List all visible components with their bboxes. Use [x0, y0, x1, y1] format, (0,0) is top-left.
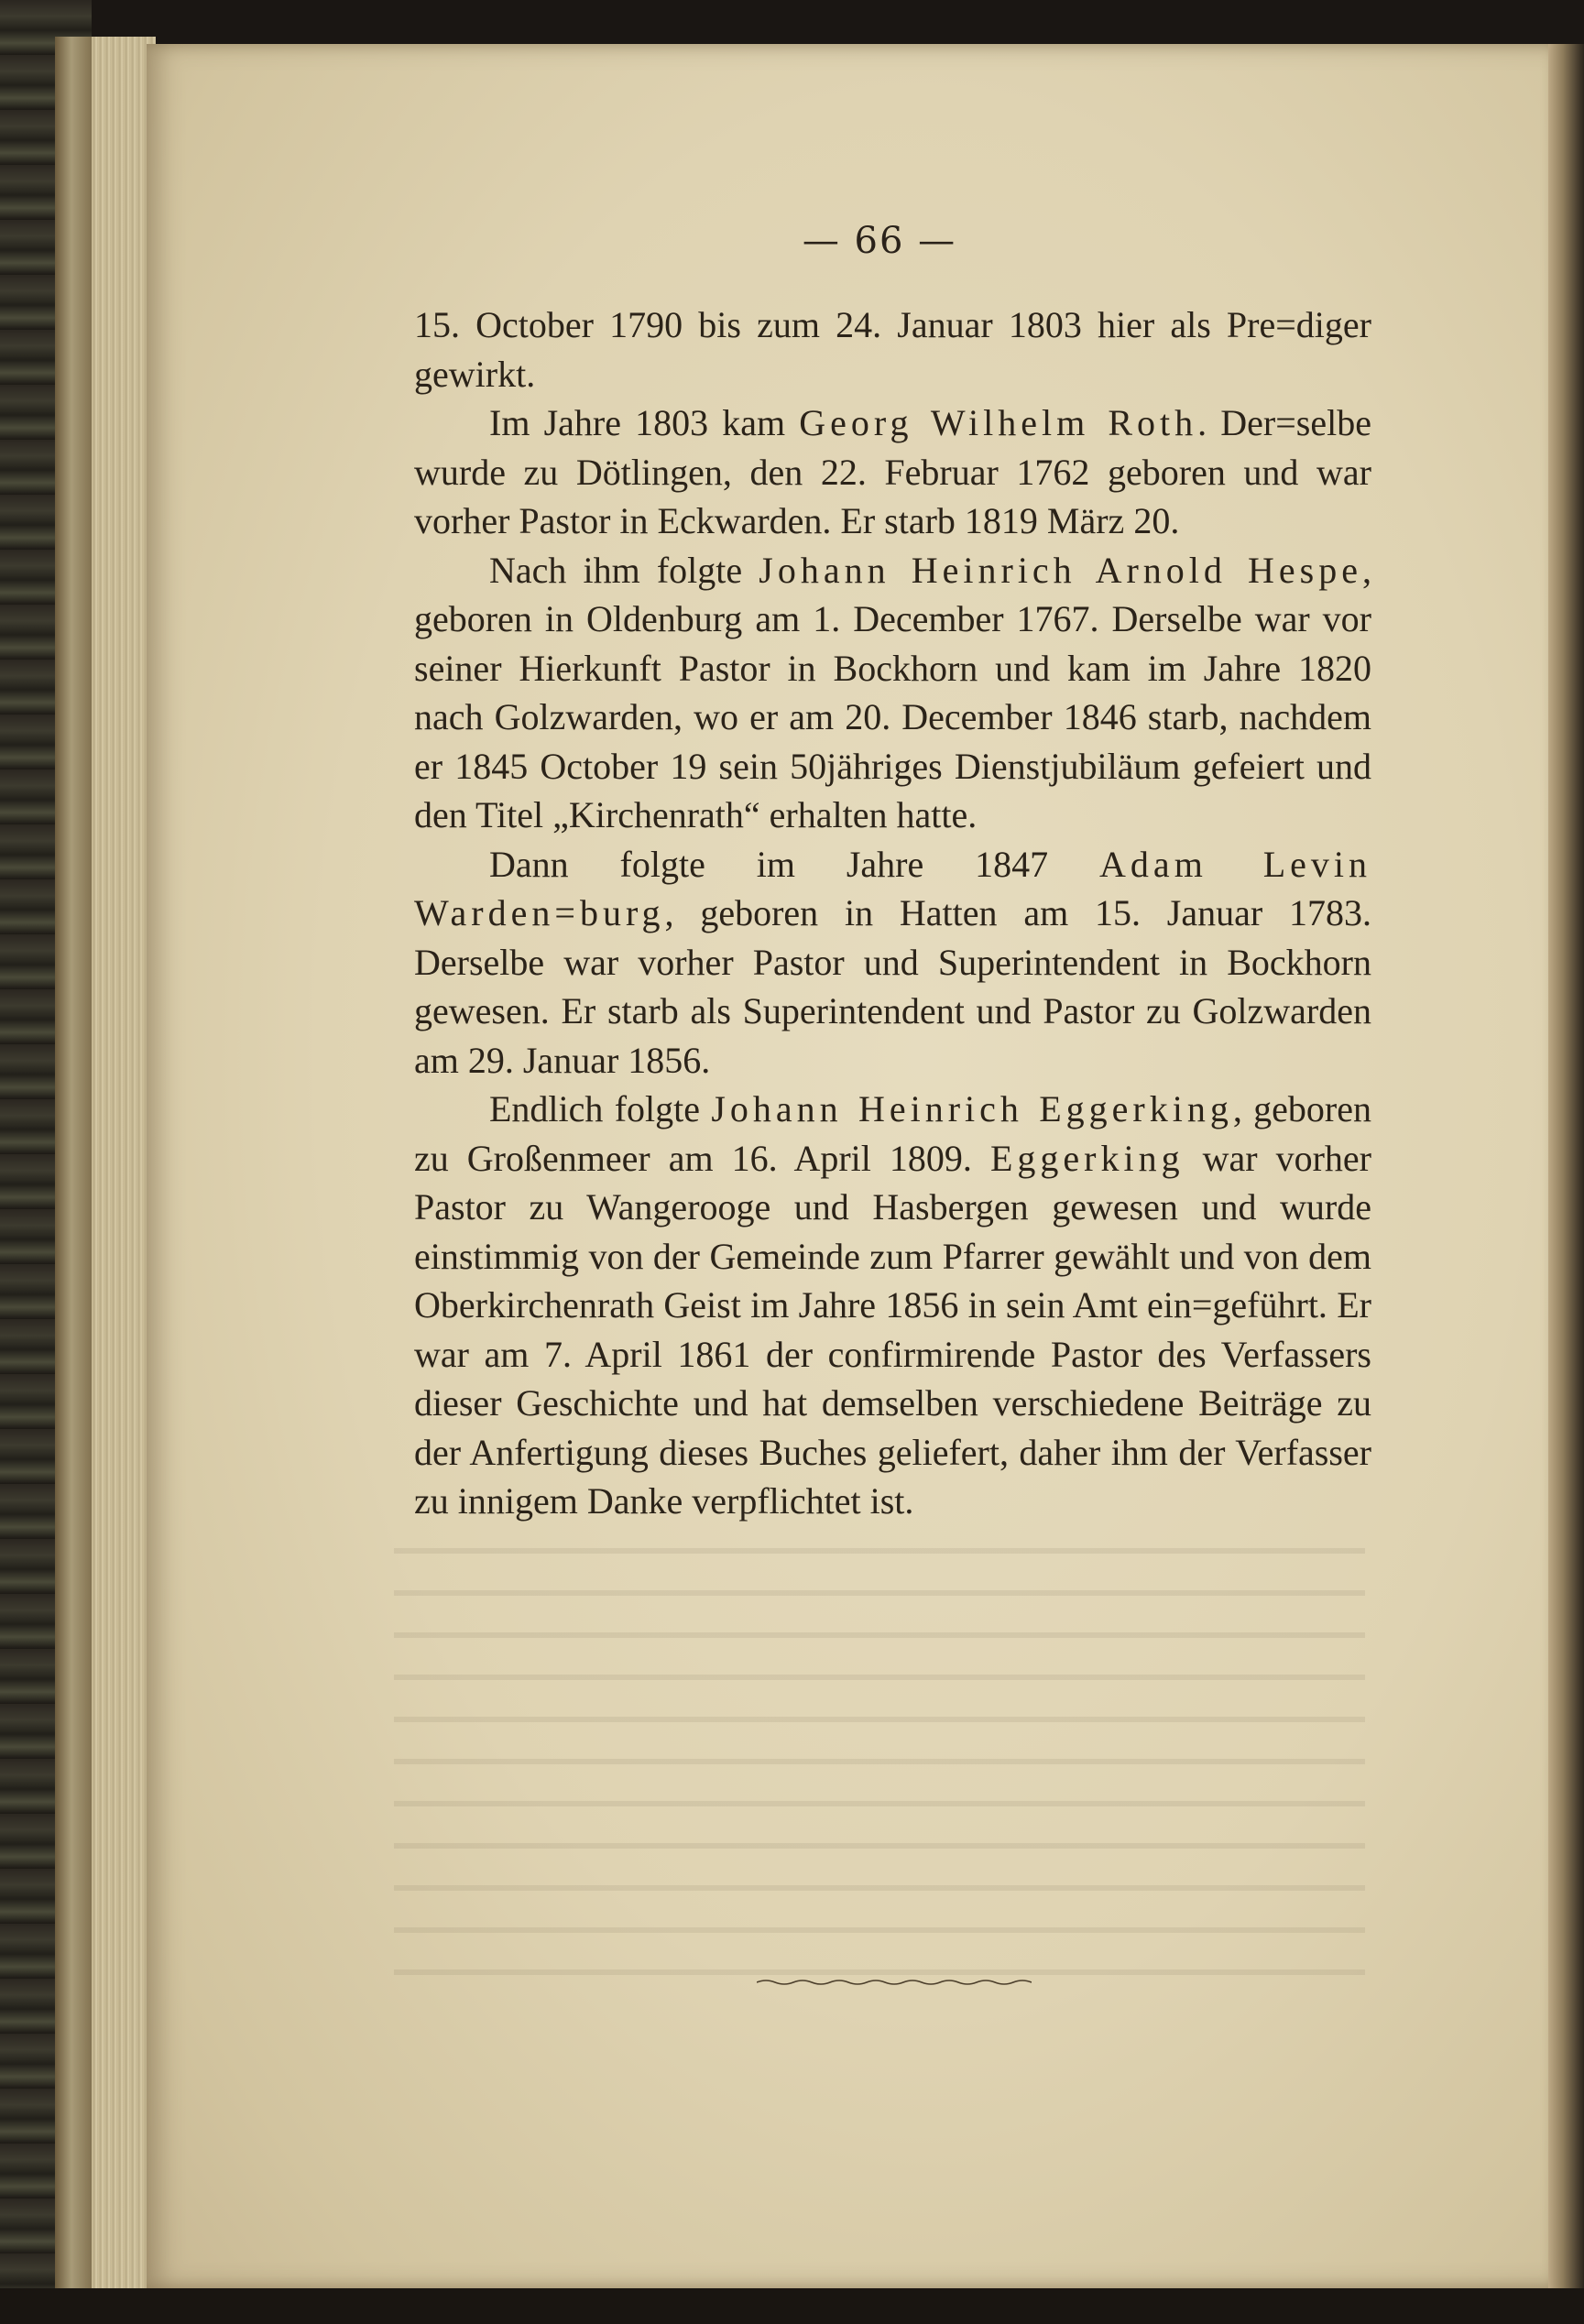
- paragraph-text: . Der=selbe wurde zu Dötlingen, den 22. Februar 1762 geboren und war vorher Pastor in Eckwarden. Er starb 1819 März 20.: [414, 402, 1371, 541]
- spaced-name: Georg Wilhelm Roth: [799, 402, 1198, 443]
- paragraph: [414, 300, 1371, 398]
- paragraph-text: Endlich folgte: [489, 1088, 712, 1129]
- page-body-text: [414, 300, 1371, 1526]
- book-page-right-edge: [1548, 44, 1584, 2288]
- spaced-name: Eggerking: [989, 1137, 1185, 1179]
- background-bottom: [0, 2288, 1584, 2324]
- paragraph-text: 15. October 1790 bis zum 24. Januar 1803 hier als Pre=diger gewirkt.: [414, 304, 1371, 395]
- paragraph: [414, 398, 1371, 546]
- closing-ornament-line: [757, 1977, 1032, 1988]
- paragraph-text: Im Jahre 1803 kam: [489, 402, 800, 443]
- paragraph-text: , geboren in Hatten am 15. Januar 1783. Derselbe war vorher Pastor und Superintendent in Bockhorn gewesen. Er starb als Superintendent und Pastor zu Golzwarden am 29. Januar 1856.: [414, 892, 1371, 1081]
- paragraph-text: Nach ihm folgte: [489, 549, 759, 591]
- spaced-name: Johann Heinrich Arnold Hespe: [759, 549, 1362, 591]
- page-number: — 66 —: [802, 220, 957, 262]
- paragraph: [414, 840, 1371, 1086]
- spaced-name: Johann Heinrich Eggerking: [711, 1088, 1233, 1129]
- paragraph-text: Dann folgte im Jahre 1847: [489, 843, 1100, 885]
- paragraph-text: , geboren zu Großenmeer am 16. April 1809.: [414, 1088, 1371, 1179]
- bleed-through-text: [394, 1521, 1365, 1997]
- spaced-name: Adam Levin Warden=burg: [414, 843, 1371, 933]
- paragraph: [414, 546, 1371, 840]
- paragraph: [414, 1085, 1371, 1526]
- paragraph-text: war vorher Pastor zu Wangerooge und Hasbergen gewesen und wurde einstimmig von der Gemeinde zum Pfarrer gewählt und von dem Oberkirchenrath Geist im Jahre 1856 in sein Amt ein=geführt. Er war am 7. April 1861 der confirmirende Pastor des Verfassers dieser Geschichte und hat demselben verschiedene Beiträge zu der Anfertigung dieses Buches geliefert, daher ihm der Verfasser zu innigem Danke verpflichtet ist.: [414, 1137, 1371, 1522]
- paragraph-text: , geboren in Oldenburg am 1. December 1767. Derselbe war vor seiner Hierkunft Pastor in Bockhorn und kam im Jahre 1820 nach Golzwarden, wo er am 20. December 1846 starb, nachdem er 1845 October 19 sein 50jähriges Dienstjubiläum gefeiert und den Titel „Kirchenrath“ erhalten hatte.: [414, 549, 1371, 835]
